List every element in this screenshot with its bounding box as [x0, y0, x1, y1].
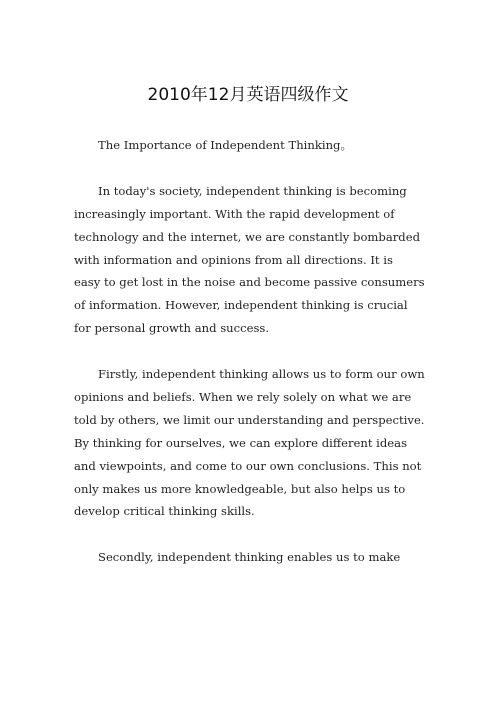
- text-line: with information and opinions from all directions. It is: [74, 252, 393, 267]
- text-line: easy to get lost in the noise and become passive consumers: [74, 275, 425, 290]
- text-line: opinions and beliefs. When we rely solely on what we are: [74, 389, 412, 404]
- paragraph-intro: [74, 180, 428, 340]
- text-line: Secondly, independent thinking enables us to make: [98, 550, 401, 565]
- text-line: and viewpoints, and come to our own conclusions. This not: [74, 458, 422, 473]
- paragraph-secondly: [74, 546, 428, 569]
- text-line: only makes us more knowledgeable, but also helps us to: [74, 481, 406, 496]
- text-line: of information. However, independent thinking is crucial: [74, 298, 408, 313]
- text-line: technology and the internet, we are constantly bombarded: [74, 229, 421, 244]
- text-line: By thinking for ourselves, we can explore different ideas: [74, 435, 408, 450]
- text-line: develop critical thinking skills.: [74, 504, 255, 519]
- essay-body: [74, 134, 428, 569]
- text-line: In today's society, independent thinking is becoming: [98, 183, 407, 198]
- text-line: increasingly important. With the rapid development of: [74, 206, 395, 221]
- essay-heading: The Importance of Independent Thinking。: [98, 138, 353, 152]
- text-line: for personal growth and success.: [74, 321, 270, 336]
- paragraph-firstly: [74, 363, 428, 523]
- text-line: Firstly, independent thinking allows us to form our own: [98, 367, 425, 382]
- text-line: told by others, we limit our understanding and perspective.: [74, 412, 425, 427]
- document-title: 2010年12月英语四级作文: [147, 85, 349, 105]
